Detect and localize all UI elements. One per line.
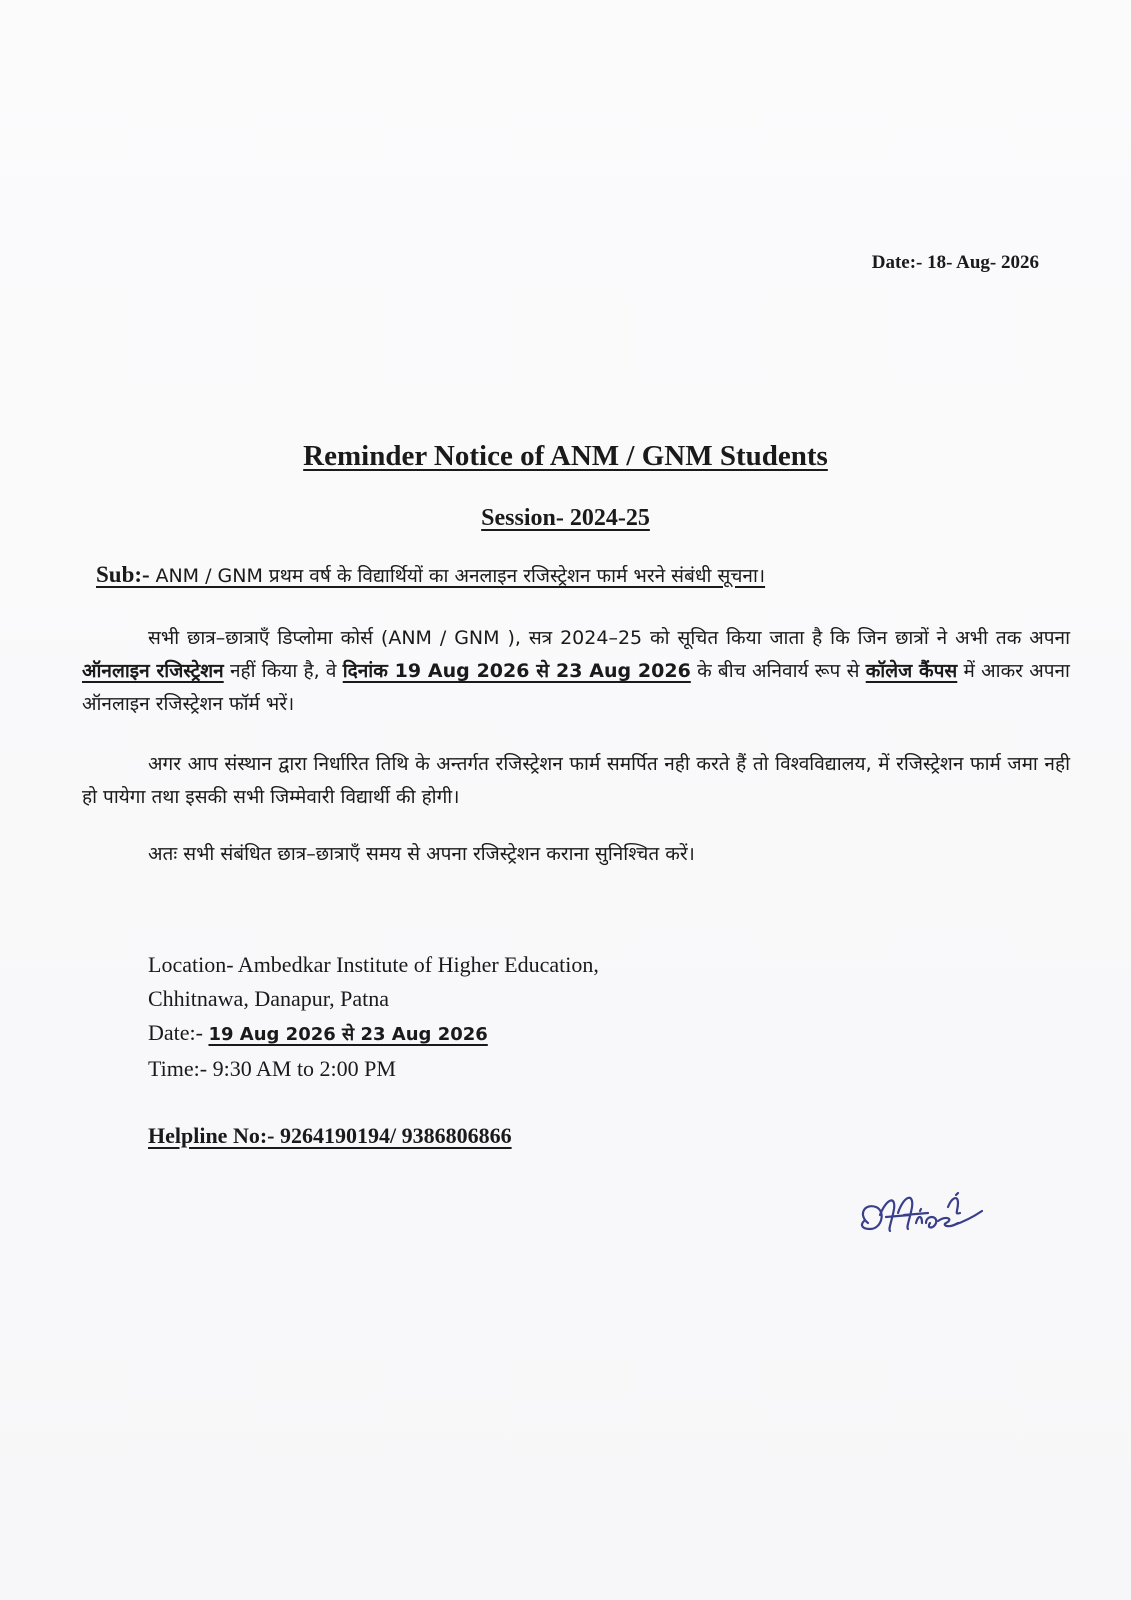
location-line-2: Chhitnawa, Danapur, Patna	[148, 986, 390, 1011]
p1-text-g: में आकर अपना ऑनलाइन रजिस्ट्रेशन फॉर्म भरें।	[82, 660, 1070, 715]
p1-text-e: के बीच अनिवार्य रूप से	[690, 660, 866, 682]
session-wrapper	[0, 505, 1131, 532]
helpline-number: Helpline No:- 9264190194/ 9386806866	[148, 1123, 512, 1148]
paragraph-1	[82, 622, 1070, 721]
p1-text-c: नहीं किया है, वे	[223, 660, 343, 682]
details-block	[148, 948, 599, 1086]
subject-label: Sub:-	[96, 562, 156, 587]
subject-line	[96, 562, 1066, 588]
event-date-line	[148, 1016, 599, 1052]
paragraph-3: अतः सभी संबंधित छात्र–छात्राएँ समय से अपना रजिस्ट्रेशन कराना सुनिश्चित करें।	[148, 843, 695, 865]
notice-title: Reminder Notice of ANM / GNM Students	[303, 440, 828, 472]
event-time: Time:- 9:30 AM to 2:00 PM	[148, 1056, 396, 1081]
p1-college-campus: कॉलेज कैंपस	[865, 660, 958, 682]
event-date-label: Date:-	[148, 1020, 209, 1045]
office-signature	[850, 1185, 990, 1255]
session-label: Session- 2024-25	[481, 505, 650, 531]
notice-date: Date:- 18- Aug- 2026	[871, 252, 1039, 273]
p1-text-a: सभी छात्र–छात्राएँ डिप्लोमा कोर्स (ANM / GNM ), सत्र 2024–25 को सूचित किया जाता है कि जिन छात्रों ने अभी तक अपना	[148, 627, 1070, 649]
notice-title-wrapper	[0, 440, 1131, 473]
subject-text: ANM / GNM प्रथम वर्ष के विद्यार्थियों का अनलाइन रजिस्ट्रेशन फार्म भरने संबंधी सूचना।	[155, 565, 766, 587]
p1-online-registration: ऑनलाइन रजिस्ट्रेशन	[82, 660, 224, 682]
p1-date-range: दिनांक 19 Aug 2026 से 23 Aug 2026	[342, 660, 691, 682]
location-line-1: Location- Ambedkar Institute of Higher Education,	[148, 952, 599, 977]
event-date-value: 19 Aug 2026 से 23 Aug 2026	[208, 1024, 488, 1045]
paragraph-2: अगर आप संस्थान द्वारा निर्धारित तिथि के अन्तर्गत रजिस्ट्रेशन फार्म समर्पित नही करते हैं तो विश्वविद्यालय, में रजिस्ट्रेशन फार्म जमा नही हो पायेगा तथा इसकी सभी जिम्मेवारी विद्यार्थी की होगी।	[82, 753, 1070, 808]
